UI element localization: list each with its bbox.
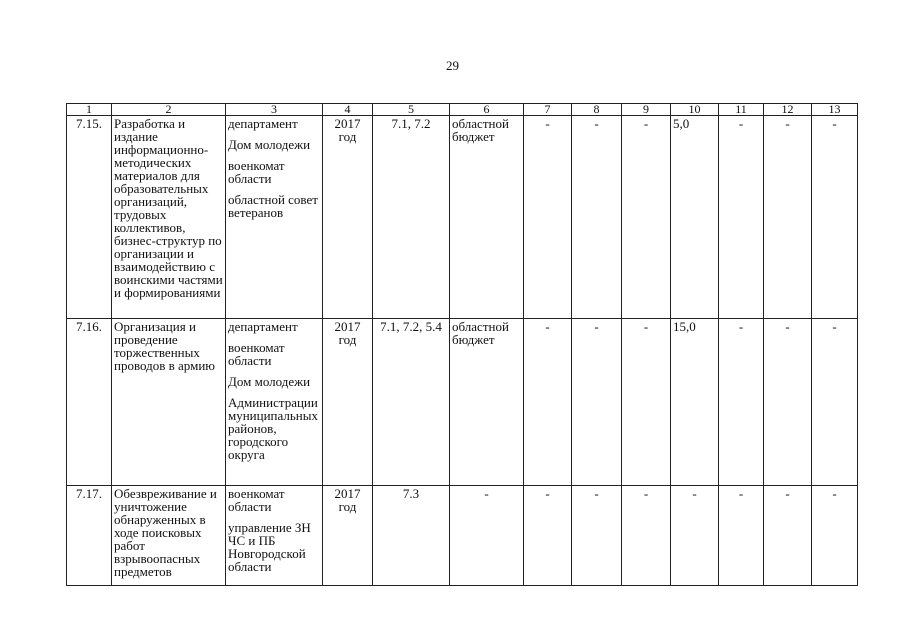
column-header: 3 (226, 104, 323, 116)
column-header: 10 (671, 104, 719, 116)
value-cell: 15,0 (671, 319, 719, 486)
column-header: 7 (524, 104, 572, 116)
column-header: 6 (450, 104, 524, 116)
page-number: 29 (446, 58, 459, 73)
indicators-cell: 7.3 (373, 486, 450, 586)
executor: управление ЗН ЧС и ПБ Новгородской области (228, 520, 311, 574)
value-cell: - (622, 486, 671, 586)
value-cell: - (812, 319, 858, 486)
value-cell: - (572, 486, 622, 586)
column-header: 8 (572, 104, 622, 116)
executor: военкомат области (228, 486, 285, 514)
indicators-cell: 7.1, 7.2, 5.4 (373, 319, 450, 486)
executor: военкомат области (228, 340, 285, 368)
value-cell: - (764, 116, 812, 319)
value-cell: - (572, 319, 622, 486)
executor: областной совет ветеранов (228, 192, 318, 220)
executor: военкомат области (228, 158, 285, 186)
value-cell: - (719, 319, 764, 486)
activity-name: Обезвреживание и уничтожение обнаруженных в ходе поисковых работ взрывоопасных предметов (112, 486, 226, 586)
value-cell: - (622, 319, 671, 486)
column-header: 4 (323, 104, 373, 116)
executor: Дом молодежи (228, 374, 311, 389)
year-cell: 2017 год (323, 116, 373, 319)
activity-name: Организация и проведение торжественных проводов в армию (112, 319, 226, 486)
value-cell: - (719, 116, 764, 319)
executors-cell (226, 486, 323, 586)
funding-source-cell: областной бюджет (450, 116, 524, 319)
activity-name: Разработка и издание информационно-методических материалов для образовательных организаций, трудовых коллективов, бизнес-структур по организации и взаимодействию с воинскими частями и формированиями (112, 116, 226, 319)
row-number: 7.16. (67, 319, 112, 486)
column-header: 9 (622, 104, 671, 116)
column-header: 2 (112, 104, 226, 116)
row-number: 7.15. (67, 116, 112, 319)
value-cell: - (671, 486, 719, 586)
table-row (67, 319, 858, 486)
column-header: 11 (719, 104, 764, 116)
column-number-row (67, 104, 858, 116)
value-cell: - (622, 116, 671, 319)
value-cell: 5,0 (671, 116, 719, 319)
column-header: 13 (812, 104, 858, 116)
executor: Дом молодежи (228, 137, 311, 152)
value-cell: - (812, 486, 858, 586)
value-cell: - (719, 486, 764, 586)
executors-cell (226, 319, 323, 486)
executor: Администрации муниципальных районов, городского округа (228, 395, 319, 462)
executors-cell (226, 116, 323, 319)
value-cell: - (572, 116, 622, 319)
column-header: 12 (764, 104, 812, 116)
column-header: 5 (373, 104, 450, 116)
executor: департамент (228, 116, 298, 131)
value-cell: - (524, 486, 572, 586)
value-cell: - (764, 319, 812, 486)
activity-plan-table (66, 103, 858, 586)
value-cell: - (764, 486, 812, 586)
indicators-cell: 7.1, 7.2 (373, 116, 450, 319)
value-cell: - (524, 319, 572, 486)
column-header: 1 (67, 104, 112, 116)
value-cell: - (524, 116, 572, 319)
value-cell: - (812, 116, 858, 319)
funding-source-cell: областной бюджет (450, 319, 524, 486)
row-number: 7.17. (67, 486, 112, 586)
executor: департамент (228, 319, 298, 334)
funding-source-cell: - (450, 486, 524, 586)
year-cell: 2017 год (323, 486, 373, 586)
table-row (67, 116, 858, 319)
year-cell: 2017 год (323, 319, 373, 486)
table-row (67, 486, 858, 586)
